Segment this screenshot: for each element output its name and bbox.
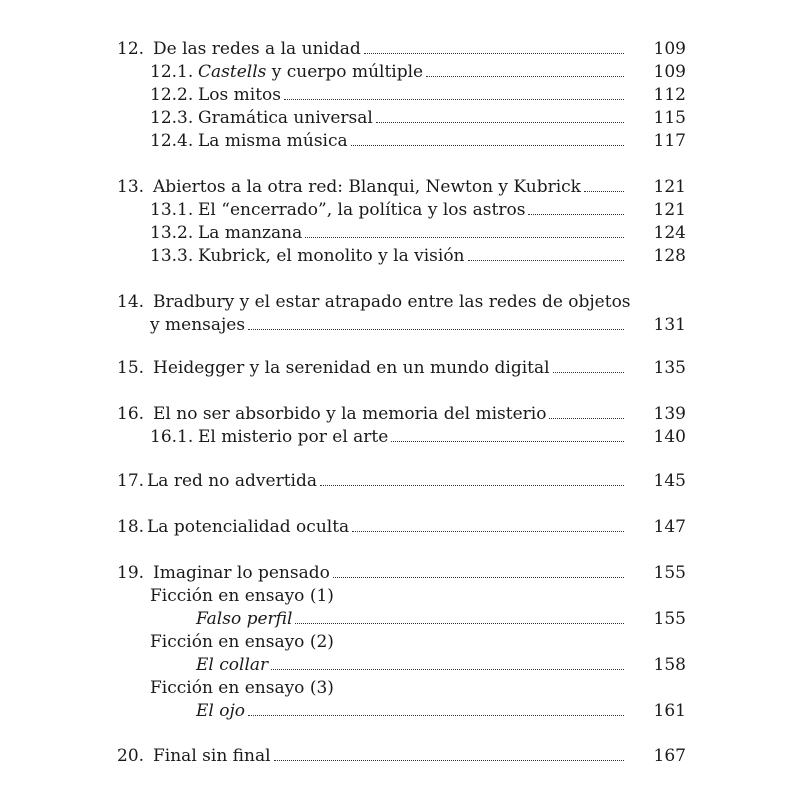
entry-number: 12.2. bbox=[150, 85, 194, 105]
toc-entry-12 bbox=[117, 38, 686, 60]
entry-title-rest: y cuerpo múltiple bbox=[266, 62, 424, 82]
entry-number: 13.1. bbox=[150, 200, 194, 220]
entry-title: El “encerrado”, la política y los astros bbox=[198, 200, 526, 220]
entry-page: 158 bbox=[653, 655, 686, 675]
entry-page: 145 bbox=[653, 471, 686, 491]
entry-number: 19. bbox=[117, 563, 145, 583]
entry-title: El misterio por el arte bbox=[198, 427, 389, 447]
toc-entry-ficcion-1-subtitle bbox=[196, 608, 686, 630]
entry-page: 115 bbox=[653, 108, 686, 128]
entry-page: 112 bbox=[653, 85, 686, 105]
leader-dots bbox=[333, 576, 624, 578]
entry-page: 139 bbox=[653, 404, 686, 424]
toc-entry-13 bbox=[117, 176, 686, 198]
entry-page: 128 bbox=[653, 246, 686, 266]
entry-title: Gramática universal bbox=[198, 108, 373, 128]
entry-title: Ficción en ensayo (3) bbox=[150, 678, 334, 698]
entry-number: 20. bbox=[117, 746, 145, 766]
entry-title: Ficción en ensayo (2) bbox=[150, 632, 334, 652]
leader-dots bbox=[584, 190, 624, 192]
entry-title: Los mitos bbox=[198, 85, 281, 105]
entry-title: Abiertos a la otra red: Blanqui, Newton y Kubrick bbox=[153, 177, 581, 197]
entry-title: Imaginar lo pensado bbox=[153, 563, 330, 583]
entry-subtitle: Falso perfil bbox=[196, 609, 293, 629]
leader-dots bbox=[352, 530, 624, 532]
leader-dots bbox=[274, 759, 624, 761]
toc-entry-ficcion-1 bbox=[150, 585, 686, 607]
toc-entry-13-1 bbox=[150, 199, 686, 221]
entry-page: 109 bbox=[653, 62, 686, 82]
entry-page: 124 bbox=[653, 223, 686, 243]
toc-entry-16-1 bbox=[150, 426, 686, 448]
entry-number: 17. bbox=[117, 471, 145, 491]
entry-title: De las redes a la unidad bbox=[153, 39, 361, 59]
entry-page: 161 bbox=[653, 701, 686, 721]
entry-title-italic: Castells bbox=[198, 62, 267, 82]
toc-entry-ficcion-3-subtitle bbox=[196, 700, 686, 722]
leader-dots bbox=[351, 144, 624, 146]
toc-entry-12-2 bbox=[150, 84, 686, 106]
entry-title bbox=[198, 61, 423, 83]
toc-entry-14-continuation bbox=[150, 314, 686, 336]
leader-dots bbox=[553, 371, 624, 373]
toc-entry-ficcion-2-subtitle bbox=[196, 654, 686, 676]
entry-title: La manzana bbox=[198, 223, 303, 243]
entry-page: 140 bbox=[653, 427, 686, 447]
entry-number: 12. bbox=[117, 39, 145, 59]
entry-title: El no ser absorbido y la memoria del misterio bbox=[153, 404, 547, 424]
entry-title: La misma música bbox=[198, 131, 348, 151]
entry-number: 12.1. bbox=[150, 62, 194, 82]
entry-title: La red no advertida bbox=[147, 471, 317, 491]
leader-dots bbox=[284, 98, 624, 100]
toc-entry-15 bbox=[117, 357, 686, 379]
entry-page: 121 bbox=[653, 177, 686, 197]
entry-page: 121 bbox=[653, 200, 686, 220]
entry-page: 109 bbox=[653, 39, 686, 59]
toc-entry-ficcion-2 bbox=[150, 631, 686, 653]
entry-page: 135 bbox=[653, 358, 686, 378]
toc-entry-13-2 bbox=[150, 222, 686, 244]
entry-title: Bradbury y el estar atrapado entre las redes de objetos bbox=[153, 292, 631, 312]
leader-dots bbox=[305, 236, 624, 238]
leader-dots bbox=[391, 440, 624, 442]
toc-entry-13-3 bbox=[150, 245, 686, 267]
entry-title: Kubrick, el monolito y la visión bbox=[198, 246, 465, 266]
entry-number: 15. bbox=[117, 358, 145, 378]
entry-number: 13. bbox=[117, 177, 145, 197]
leader-dots bbox=[528, 213, 624, 215]
toc-entry-12-1 bbox=[150, 61, 686, 83]
entry-number: 13.2. bbox=[150, 223, 194, 243]
leader-dots bbox=[549, 417, 624, 419]
leader-dots bbox=[295, 622, 624, 624]
toc-entry-17 bbox=[117, 470, 686, 492]
toc-entry-20 bbox=[117, 745, 686, 767]
toc-entry-12-4 bbox=[150, 130, 686, 152]
entry-page: 167 bbox=[653, 746, 686, 766]
leader-dots bbox=[248, 328, 624, 330]
entry-subtitle: El ojo bbox=[196, 701, 245, 721]
toc-entry-12-3 bbox=[150, 107, 686, 129]
toc-entry-14 bbox=[117, 291, 686, 313]
entry-title: La potencialidad oculta bbox=[147, 517, 350, 537]
entry-number: 14. bbox=[117, 292, 145, 312]
leader-dots bbox=[468, 259, 624, 261]
leader-dots bbox=[376, 121, 624, 123]
entry-title: Ficción en ensayo (1) bbox=[150, 586, 334, 606]
entry-number: 12.3. bbox=[150, 108, 194, 128]
leader-dots bbox=[320, 484, 624, 486]
toc-entry-19 bbox=[117, 562, 686, 584]
entry-page: 155 bbox=[653, 563, 686, 583]
entry-subtitle: El collar bbox=[196, 655, 269, 675]
leader-dots bbox=[248, 714, 624, 716]
leader-dots bbox=[364, 52, 624, 54]
toc-entry-ficcion-3 bbox=[150, 677, 686, 699]
leader-dots bbox=[426, 75, 624, 77]
entry-title-continuation: y mensajes bbox=[150, 315, 246, 335]
entry-number: 16. bbox=[117, 404, 145, 424]
entry-page: 117 bbox=[653, 131, 686, 151]
entry-number: 16.1. bbox=[150, 427, 194, 447]
entry-page: 131 bbox=[653, 315, 686, 335]
entry-number: 12.4. bbox=[150, 131, 194, 151]
entry-page: 147 bbox=[653, 517, 686, 537]
entry-title: Heidegger y la serenidad en un mundo digital bbox=[153, 358, 550, 378]
entry-number: 18. bbox=[117, 517, 145, 537]
entry-number: 13.3. bbox=[150, 246, 194, 266]
entry-title: Final sin final bbox=[153, 746, 271, 766]
toc-entry-18 bbox=[117, 516, 686, 538]
entry-page: 155 bbox=[653, 609, 686, 629]
leader-dots bbox=[271, 668, 624, 670]
toc-entry-16 bbox=[117, 403, 686, 425]
